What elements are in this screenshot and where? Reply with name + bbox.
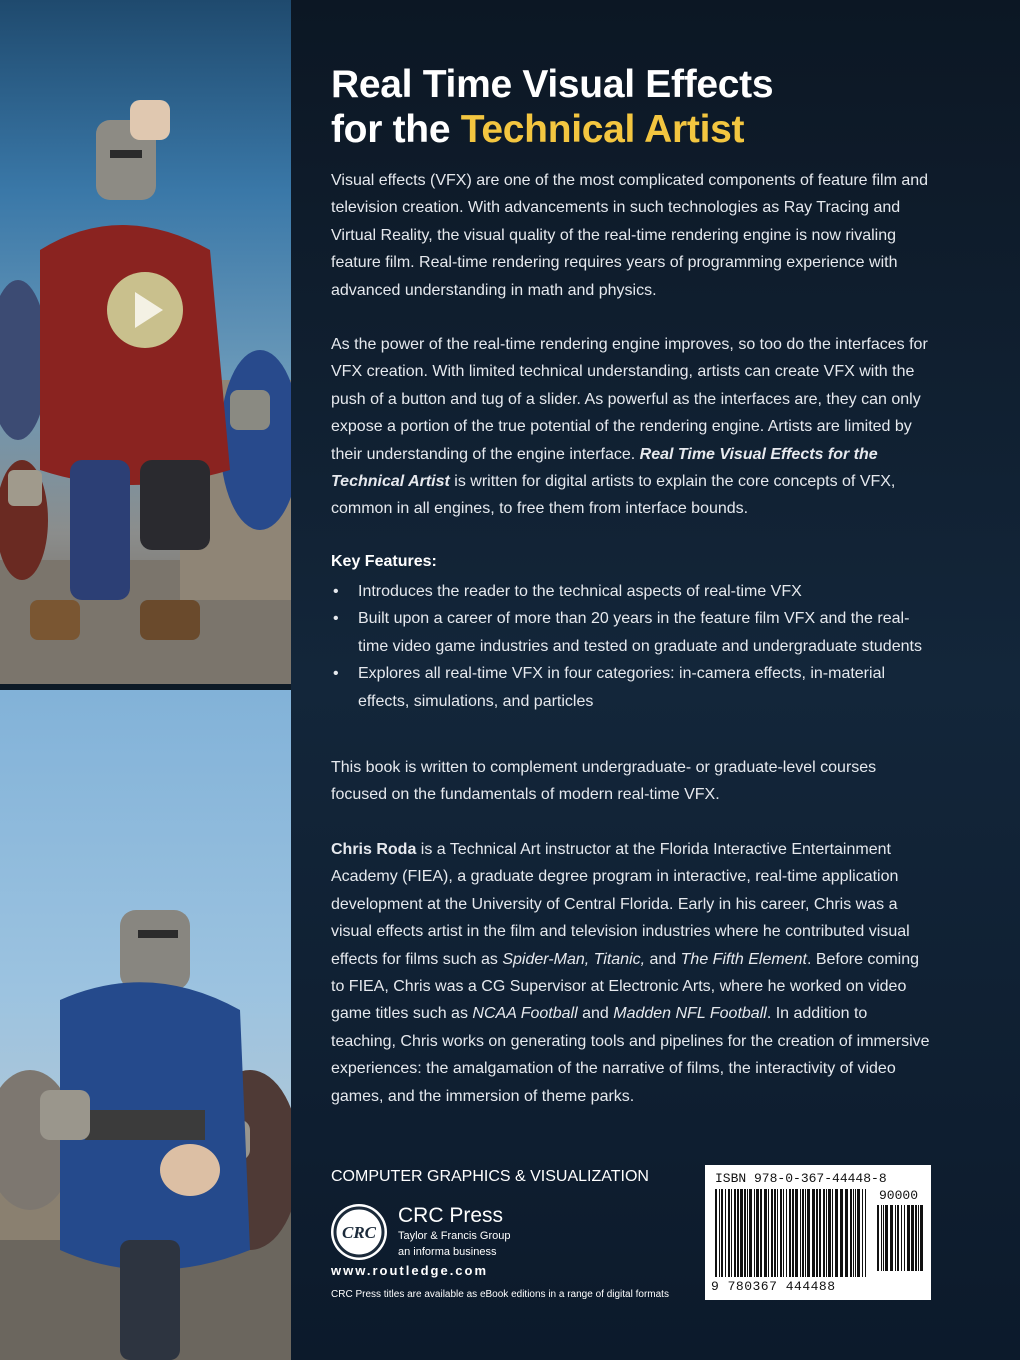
title-line-2-prefix: for the (331, 108, 461, 151)
knight-render-bottom (0, 690, 291, 1360)
isbn-barcode (705, 1165, 931, 1300)
bio-text: . In addition to teaching, Chris works on generating tools and pipelines for the creation of immersive experiences: the amalgamation of the narrative of films, the interactivity of video games, and the immersion of theme parks. (331, 1005, 930, 1105)
price-code: 90000 (879, 1188, 919, 1203)
bio-text: is a Technical Art instructor at the Florida Interactive Entertainment Academy (FIEA), a graduate degree program in interactive, real-time application development at the University of Central Florida. Early in his career, Chris was a visual effects artist in the film and television industries where he contributed visual effects for films such as (331, 841, 910, 968)
paragraph-2-intro: As the power of the real-time rendering engine improves, so too do the interfaces for VFX creation. With limited technical understanding, artists can create VFX with the push of a button and tug of a slider. As powerful as the interfaces are, they can only expose a portion of the true potential of the rendering engine. Artists are limited by their understanding of the engine interface. (331, 336, 928, 463)
description-paragraph-3: This book is written to complement undergraduate- or graduate-level courses focused on the fundamentals of modern real-time VFX. (331, 759, 877, 804)
list-item: • Introduces the reader to the technical aspects of real-time VFX (331, 578, 931, 605)
game-title: Madden NFL Football (613, 1005, 767, 1023)
author-name: Chris Roda (331, 841, 417, 858)
isbn-label: ISBN 978-0-367-44448-8 (715, 1171, 887, 1186)
bio-text: . Before coming to FIEA, Chris was a CG Supervisor at Electronic Arts, where he worked on video game titles such as (331, 950, 919, 1023)
key-features-heading: Key Features: (331, 553, 437, 570)
description-paragraph-1: Visual effects (VFX) are one of the most complicated components of feature film and television creation. With advancements in such technologies as Ray Tracing and Virtual Reality, the visual quality of the real-time rendering engine is now rivaling feature film. Real-time rendering requires years of programming experience with advanced understanding in math and physics. (331, 172, 929, 299)
supplement-barcode-icon (875, 1205, 925, 1273)
game-title: NCAA Football (472, 1005, 578, 1023)
subject-category: COMPUTER GRAPHICS & VISUALIZATION (331, 1168, 649, 1185)
book-title (331, 62, 773, 152)
publisher-website: www.routledge.com (331, 1263, 489, 1278)
cover-art-knights-top (0, 0, 291, 684)
film-title: Spider-Man, Titanic, (502, 950, 646, 968)
film-title: The Fifth Element (680, 950, 807, 968)
knight-render-top (0, 0, 291, 684)
cover-art-knights-bottom (0, 690, 291, 1360)
publisher-group: Taylor & Francis Group (398, 1230, 511, 1242)
description-paragraph-2 (331, 331, 931, 523)
barcode-bars-icon (713, 1189, 869, 1281)
bio-text: and (577, 1005, 614, 1023)
barcode-digits: 9 780367 444488 (711, 1279, 836, 1294)
author-bio (331, 836, 931, 1110)
title-line-2-accent: Technical Artist (460, 108, 745, 151)
list-item: • Explores all real-time VFX in four categories: in-camera effects, in-material effects, simulations, and particles (331, 660, 931, 715)
publisher-name: CRC Press (398, 1204, 504, 1227)
key-features-list (331, 578, 931, 715)
publisher-informa: an informa business (398, 1246, 497, 1258)
list-item: • Built upon a career of more than 20 years in the feature film VFX and the real-time video game industries and tested on graduate and undergraduate students (331, 605, 931, 660)
bio-text: and (645, 950, 681, 968)
crc-logo-text: CRC (341, 1223, 377, 1242)
ebook-note: CRC Press titles are available as eBook editions in a range of digital formats (331, 1289, 669, 1300)
paragraph-2-outro: is written for digital artists to explain the core concepts of VFX, common in all engines, to free them from interface bounds. (331, 473, 896, 518)
crc-logo-icon (331, 1204, 387, 1260)
publisher-logo (331, 1200, 571, 1264)
book-title-inline: Real Time Visual Effects for the Technical Artist (331, 445, 878, 491)
title-line-1: Real Time Visual Effects (331, 63, 774, 106)
